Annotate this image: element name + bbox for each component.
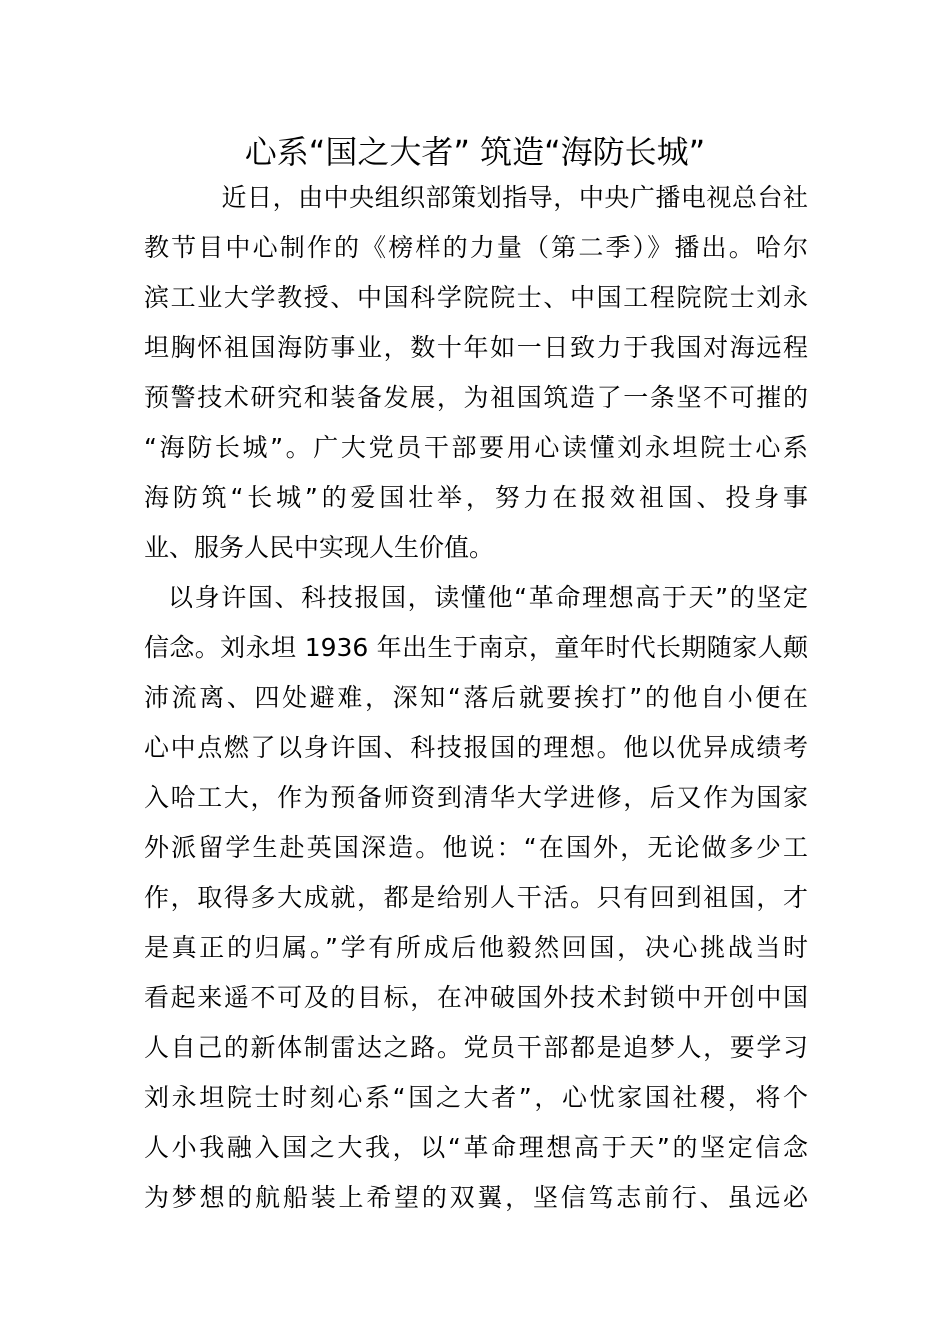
text-line: 近日，由中央组织部策划指导，中央广播电视总台社 xyxy=(196,183,808,212)
text-line: 滨工业大学教授、中国科学院院士、中国工程院院士刘永 xyxy=(144,283,808,312)
text-line: 业、服务人民中实现人生价值。 xyxy=(144,533,495,562)
text-line: 入哈工大，作为预备师资到清华大学进修，后又作为国家 xyxy=(144,783,808,812)
text-line: 预警技术研究和装备发展，为祖国筑造了一条坚不可摧的 xyxy=(144,383,808,412)
text-line: 以身许国、科技报国，读懂他“革命理想高于天”的坚定 xyxy=(168,583,808,612)
text-line: 教节目中心制作的《榜样的力量（第二季）》播出。哈尔 xyxy=(144,233,808,262)
page-title: 心系“国之大者” 筑造“海防长城” xyxy=(244,133,706,171)
text-line: 看起来遥不可及的目标，在冲破国外技术封锁中开创中国 xyxy=(144,983,808,1012)
text-line: 人自己的新体制雷达之路。党员干部都是追梦人，要学习 xyxy=(144,1033,808,1062)
text-line: 人小我融入国之大我，以“革命理想高于天”的坚定信念 xyxy=(144,1133,808,1162)
text-line: 是真正的归属。”学有所成后他毅然回国，决心挑战当时 xyxy=(144,933,808,962)
text-line: 作，取得多大成就，都是给别人干活。只有回到祖国，才 xyxy=(144,883,808,912)
text-line: 沛流离、四处避难，深知“落后就要挨打”的他自小便在 xyxy=(144,683,808,712)
text-line: 外派留学生赴英国深造。他说：“在国外，无论做多少工 xyxy=(144,833,808,862)
text-line: 海防筑“长城”的爱国壮举，努力在报效祖国、投身事 xyxy=(144,483,808,512)
text-line: 坦胸怀祖国海防事业，数十年如一日致力于我国对海远程 xyxy=(144,333,808,362)
text-line: 刘永坦院士时刻心系“国之大者”，心忧家国社稷，将个 xyxy=(144,1083,808,1112)
text-line: 心中点燃了以身许国、科技报国的理想。他以优异成绩考 xyxy=(144,733,808,762)
text-line: 信念。刘永坦 1936 年出生于南京，童年时代长期随家人颠 xyxy=(144,633,808,662)
text-line: “海防长城”。广大党员干部要用心读懂刘永坦院士心系 xyxy=(144,433,808,462)
text-line: 为梦想的航船装上希望的双翼，坚信笃志前行、虽远必 xyxy=(144,1183,808,1212)
